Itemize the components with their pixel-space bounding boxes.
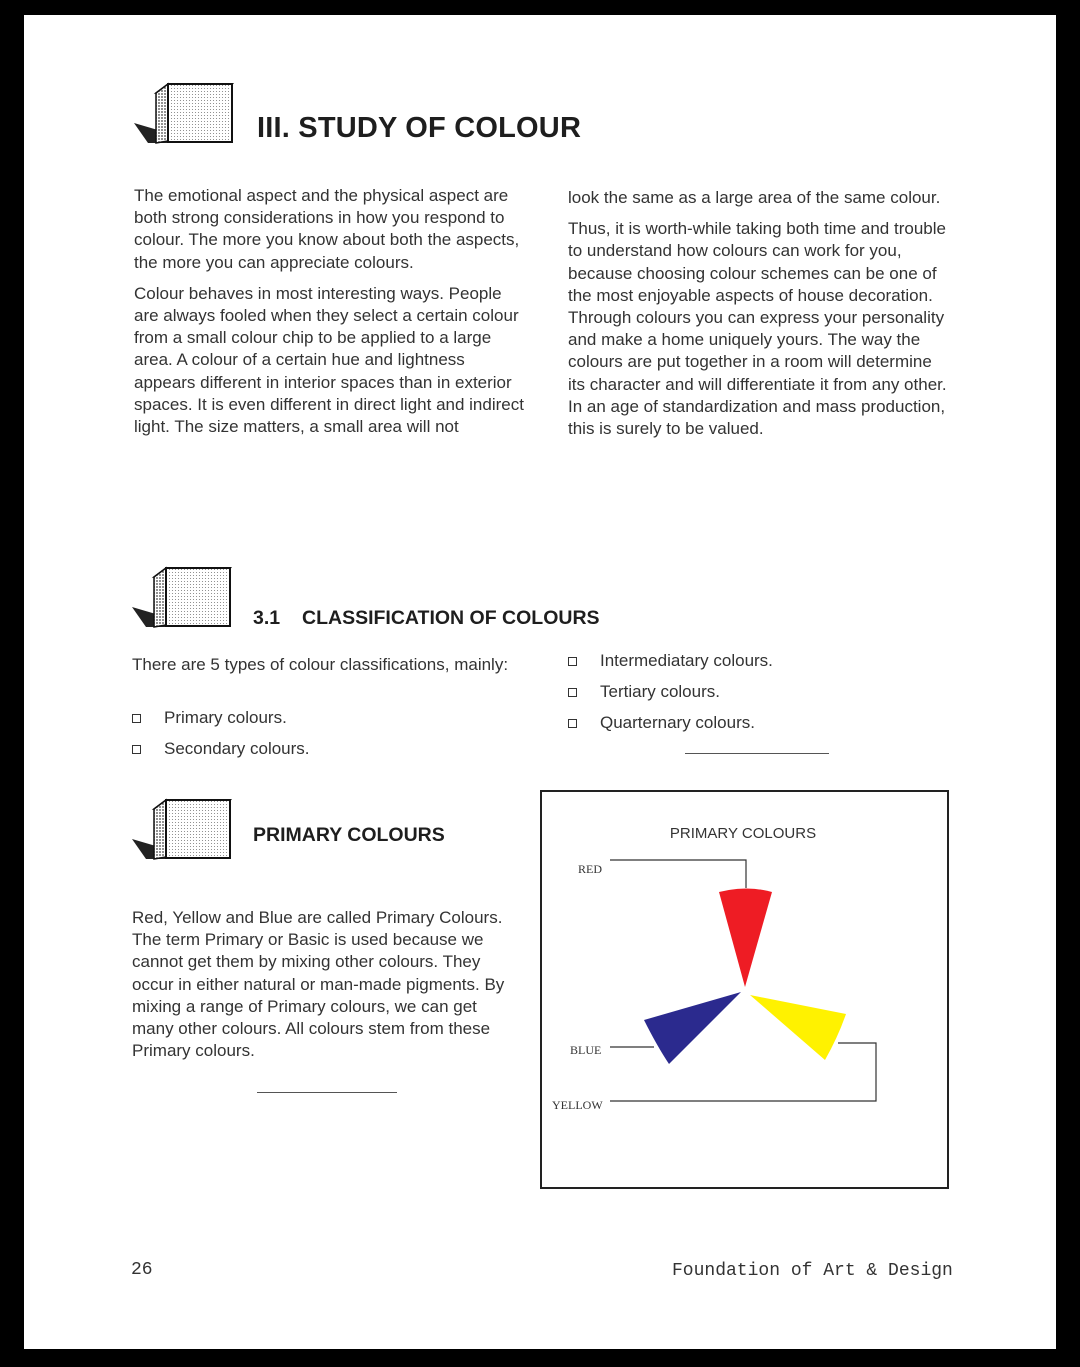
left-column-text [134, 185, 524, 447]
red-leader-line [610, 860, 746, 888]
primary-colours-text: Red, Yellow and Blue are called Primary Colours. The term Primary or Basic is used because we cannot get them by mixing other colours. They occur in either natural or man-made pigments. By mixing a range of Primary colours, we can get many other colours. All colours stem from these Primary colours. [132, 908, 505, 1061]
section-title: III. STUDY OF COLOUR [257, 112, 582, 144]
checkbox-bullet-icon [132, 714, 141, 723]
list-item: Quarternary colours. [568, 714, 773, 732]
list-item: Tertiary colours. [568, 683, 773, 701]
page-number: 26 [131, 1260, 153, 1280]
checkbox-bullet-icon [568, 719, 577, 728]
classification-intro: There are 5 types of colour classifications, mainly: [132, 655, 509, 674]
right-column-text [568, 187, 953, 449]
label-blue: BLUE [570, 1043, 602, 1057]
diagram-title: PRIMARY COLOURS [669, 825, 817, 842]
yellow-leader-line [610, 1043, 876, 1101]
cube-icon [132, 797, 232, 861]
divider [685, 753, 829, 754]
list-item: Primary colours. [132, 709, 310, 727]
subsection-title: CLASSIFICATION OF COLOURS [302, 607, 600, 629]
label-red: RED [578, 862, 602, 876]
subsection-number: 3.1 [253, 607, 281, 629]
footer-book-title: Foundation of Art & Design [672, 1261, 953, 1281]
checkbox-bullet-icon [132, 745, 141, 754]
paragraph: Thus, it is worth-while taking both time and trouble to understand how colours can work for you, because choosing colour schemes can be one of the most enjoyable aspects of house decoration. Through colours you can express your personality and make a home uniquely yours. The way the colours are put together in a room will determine its character and will differentiate it from any other. In an age of standardization and mass production, this is surely to be valued. [568, 219, 947, 439]
primary-colours-diagram [540, 790, 949, 1189]
cube-icon [132, 565, 232, 629]
label-yellow: YELLOW [552, 1098, 603, 1112]
paragraph: The emotional aspect and the physical aspect are both strong considerations in how you respond to colour. The more you know about both the aspects, the more you can appreciate colours. [134, 186, 520, 272]
list-item: Intermediatary colours. [568, 652, 773, 670]
classification-list-left [132, 709, 310, 771]
red-sector [719, 889, 772, 988]
subsection-title: PRIMARY COLOURS [253, 824, 445, 846]
list-item: Secondary colours. [132, 740, 310, 758]
paragraph: look the same as a large area of the same colour. [568, 188, 941, 207]
divider [257, 1092, 397, 1093]
page [24, 15, 1056, 1349]
blue-sector [644, 992, 741, 1064]
classification-list-right [568, 652, 773, 745]
checkbox-bullet-icon [568, 688, 577, 697]
yellow-sector [750, 995, 846, 1060]
checkbox-bullet-icon [568, 657, 577, 666]
paragraph: Colour behaves in most interesting ways. People are always fooled when they select a certain colour from a small colour chip to be applied to a large area. A colour of a certain hue and lightness appears different in interior spaces than in exterior spaces. It is even different in direct light and indirect light. The size matters, a small area will not [134, 283, 524, 437]
cube-icon [134, 81, 234, 145]
